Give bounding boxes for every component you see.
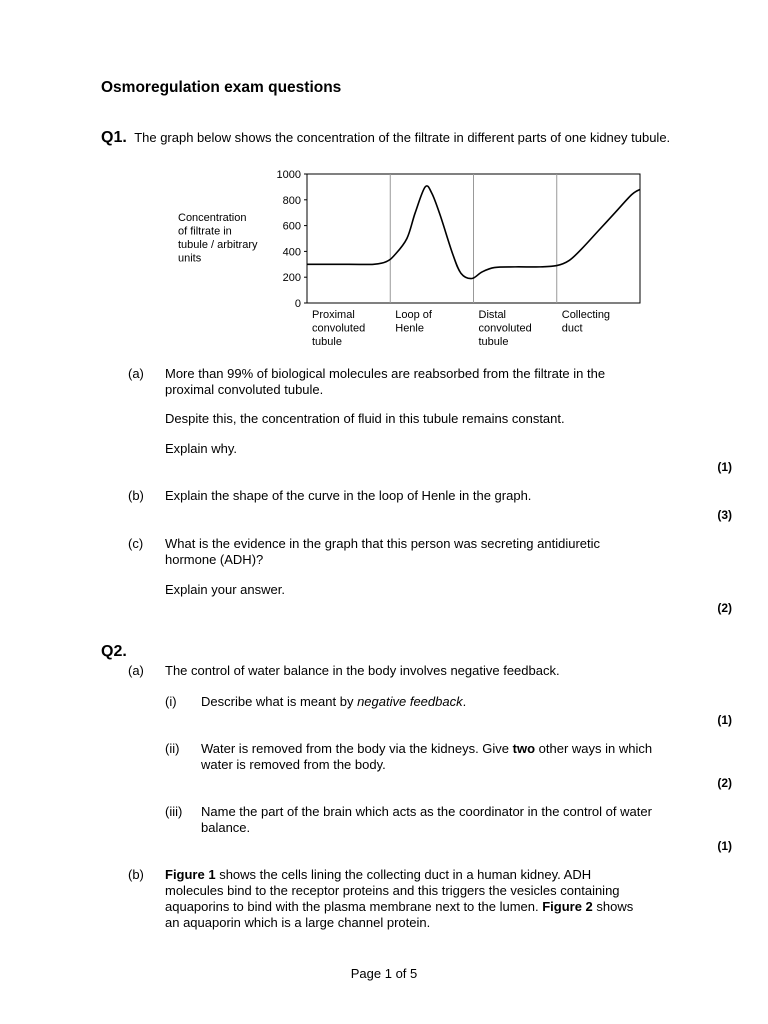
chart-y-label-line: of filtrate in	[178, 225, 232, 238]
chart-region-label: duct	[561, 322, 583, 335]
chart-y-tick-label: 200	[282, 272, 301, 285]
chart-region-labels	[312, 309, 610, 348]
q2-b-l1-rest: shows the cells lining the collecting duct in a human kidney. ADH	[215, 867, 592, 882]
page-footer: Page 1 of 5	[350, 966, 418, 981]
chart-y-label	[178, 212, 258, 265]
q2-a-ii-label: (ii)	[165, 741, 180, 756]
q2-b-line4: an aquaporin which is a large channel protein.	[165, 915, 431, 930]
chart-y-label-line: tubule / arbitrary	[178, 239, 258, 251]
q2-b-figure1-ref: Figure 1	[165, 867, 216, 882]
q1-header	[101, 129, 670, 147]
q2-a-i-marks: (1)	[717, 713, 732, 727]
q1-c-marks: (2)	[717, 601, 732, 615]
chart-region-label: convoluted	[478, 322, 532, 335]
chart-y-ticks	[277, 169, 307, 310]
q2-b-label: (b)	[128, 867, 144, 882]
chart-y-tick-label: 400	[282, 246, 301, 259]
q2-a-i-label: (i)	[165, 694, 177, 709]
q2-a-iii-label: (iii)	[165, 804, 183, 819]
chart-region-dividers	[390, 174, 557, 303]
q2-b-l3-after: shows	[592, 899, 634, 914]
chart-region-label: Henle	[395, 322, 424, 335]
q2-b-line3	[165, 899, 633, 915]
q1-c-text	[165, 536, 600, 568]
q2-a-ii-marks: (2)	[717, 776, 732, 790]
q1-a-para3: Explain why.	[165, 441, 238, 456]
q2-a-ii-line1	[201, 741, 652, 757]
q2-a-iii-marks: (1)	[717, 839, 732, 853]
chart-y-tick-label: 600	[282, 220, 301, 233]
q1-intro: The graph below shows the concentration of the filtrate in different parts of one kidney tubule.	[134, 130, 671, 145]
q2-a-ii-text	[201, 741, 652, 773]
q2-a-i-text-after: .	[462, 694, 467, 709]
q1-c-line: hormone (ADH)?	[165, 552, 264, 567]
q2-a-text: The control of water balance in the body involves negative feedback.	[165, 663, 560, 678]
q2-b-line1	[165, 867, 633, 883]
filtrate-concentration-chart	[170, 160, 650, 360]
q2-a-i-text-before: Describe what is meant by	[201, 694, 358, 709]
chart-region-label: Distal	[478, 309, 507, 321]
q2-b-line2: molecules bind to the receptor proteins and this triggers the vesicles containing	[165, 883, 620, 898]
q2-a-ii-line2: water is removed from the body.	[201, 757, 386, 772]
q2-a-i-text	[201, 694, 466, 710]
q2-a-iii-line1: Name the part of the brain which acts as the coordinator in the control of water	[201, 804, 652, 819]
q2-a-iii-text	[201, 804, 652, 836]
q2-number: Q2.	[101, 643, 127, 660]
q1-b-text: Explain the shape of the curve in the loop of Henle in the graph.	[165, 488, 532, 503]
chart-y-label-line: Concentration	[178, 212, 247, 224]
chart-region-label: Proximal	[312, 309, 355, 321]
q1-a-text	[165, 366, 605, 398]
chart-y-tick-label: 800	[282, 194, 301, 207]
q1-b-marks: (3)	[717, 508, 732, 522]
q1-a-marks: (1)	[717, 460, 732, 474]
q2-a-i-term: negative feedback	[357, 694, 463, 709]
chart-region-label: tubule	[312, 336, 342, 348]
chart-region-label: Loop of	[395, 309, 432, 321]
chart-y-tick-label: 1000	[276, 169, 301, 181]
q2-a-iii-line2: balance.	[201, 820, 251, 835]
q2-b-figure2-ref: Figure 2	[542, 899, 593, 914]
q2-a-ii-l1-after: other ways in which	[535, 741, 653, 756]
chart-svg	[170, 160, 650, 360]
q2-a-ii-l1-before: Water is removed from the body via the kidneys. Give	[201, 741, 513, 756]
q1-c-label: (c)	[128, 536, 144, 551]
chart-region-label: convoluted	[312, 322, 366, 335]
q1-b-label: (b)	[128, 488, 144, 503]
q1-c-para2: Explain your answer.	[165, 582, 285, 597]
q1-c-line: What is the evidence in the graph that this person was secreting antidiuretic	[165, 536, 601, 551]
chart-y-label-line: units	[178, 252, 202, 265]
q2-a-label: (a)	[128, 663, 144, 678]
q1-number: Q1.	[101, 129, 127, 146]
chart-region-label: Collecting	[561, 309, 611, 321]
q2-a-ii-l1-bold: two	[512, 741, 536, 756]
q2-b-l3-before: aquaporins to bind with the plasma membrane next to the lumen.	[165, 899, 543, 914]
chart-y-tick-label: 0	[294, 298, 301, 310]
q1-a-label: (a)	[128, 366, 144, 381]
chart-region-label: tubule	[478, 336, 509, 348]
q2-b-text	[165, 867, 633, 931]
page-title: Osmoregulation exam questions	[101, 79, 342, 96]
q1-a-line: More than 99% of biological molecules are reabsorbed from the filtrate in the	[165, 366, 606, 381]
q1-a-line: proximal convoluted tubule.	[165, 382, 324, 397]
q1-a-para2: Despite this, the concentration of fluid in this tubule remains constant.	[165, 411, 565, 426]
